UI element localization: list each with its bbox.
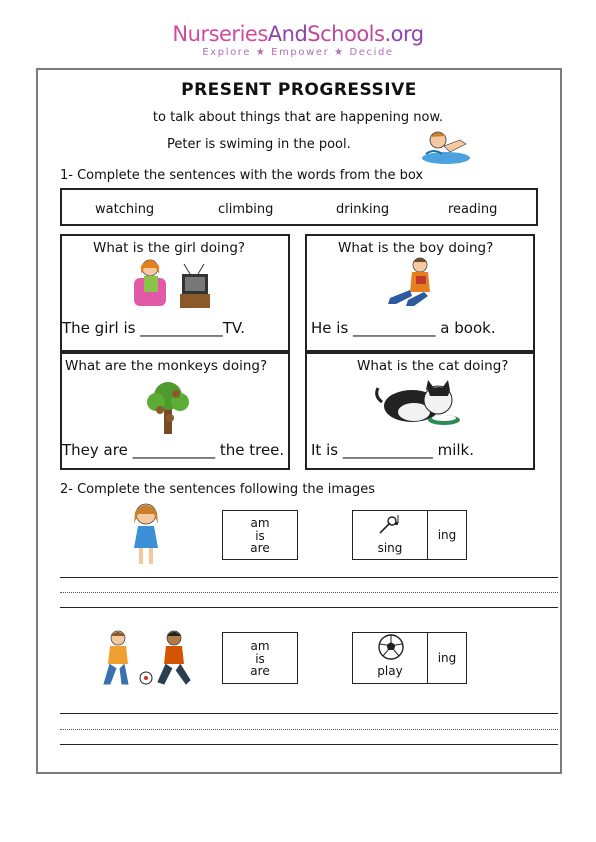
option-are: are (250, 541, 270, 555)
example-sentence: Peter is swiming in the pool. (167, 137, 351, 152)
writing-guide-line (60, 729, 558, 730)
exercise2-instruction: 2- Complete the sentences following the images (60, 482, 376, 497)
page-title: PRESENT PROGRESSIVE (181, 80, 417, 100)
intro-text: to talk about things that are happening now. (152, 110, 444, 125)
question-text: What is the cat doing? (357, 358, 509, 374)
writing-line[interactable] (60, 577, 558, 578)
answer-sentence[interactable]: It is ____________ milk. (311, 441, 474, 459)
verb-label: sing (377, 541, 403, 555)
logo-tagline: Explore ★ Empower ★ Decide (202, 47, 394, 58)
exercise1-instruction: 1- Complete the sentences with the words from the box (60, 168, 424, 183)
question-text: What is the girl doing? (93, 240, 246, 256)
option-is: is (255, 528, 265, 543)
monkeys-tree-image (146, 380, 190, 436)
boy-reading-image (384, 256, 448, 308)
question-text: What is the boy doing? (338, 240, 494, 256)
cat-drinking-image (374, 380, 468, 428)
writing-guide-line (60, 592, 558, 593)
girl-singing-image (128, 502, 164, 568)
verb-to-be-options (222, 517, 298, 555)
verb-to-be-options (222, 640, 298, 678)
verb-label: play (377, 664, 403, 678)
microphone-icon (376, 511, 406, 537)
suffix-label: ing (437, 528, 457, 542)
swimming-boy-image (420, 128, 472, 166)
writing-line[interactable] (60, 713, 558, 714)
word-option: watching (95, 202, 155, 217)
option-are: are (250, 664, 270, 678)
site-logo (0, 22, 596, 58)
boys-playing-football-image (100, 628, 196, 688)
suffix-label: ing (437, 651, 457, 665)
question-text: What are the monkeys doing? (65, 358, 268, 374)
answer-sentence[interactable]: He is ___________ a book. (311, 319, 496, 337)
word-option: climbing (218, 202, 274, 217)
option-am: am (250, 639, 270, 653)
writing-line[interactable] (60, 607, 558, 608)
word-option: drinking (336, 202, 390, 217)
answer-sentence[interactable]: The girl is ___________TV. (62, 319, 245, 337)
girl-watching-tv-image (132, 256, 212, 310)
logo-name: NurseriesAndSchools.org (172, 22, 424, 46)
soccer-ball-icon (377, 633, 405, 661)
option-is: is (255, 651, 265, 666)
answer-sentence[interactable]: They are ___________ the tree. (62, 441, 285, 459)
word-option: reading (448, 202, 498, 217)
writing-line[interactable] (60, 744, 558, 745)
option-am: am (250, 516, 270, 530)
